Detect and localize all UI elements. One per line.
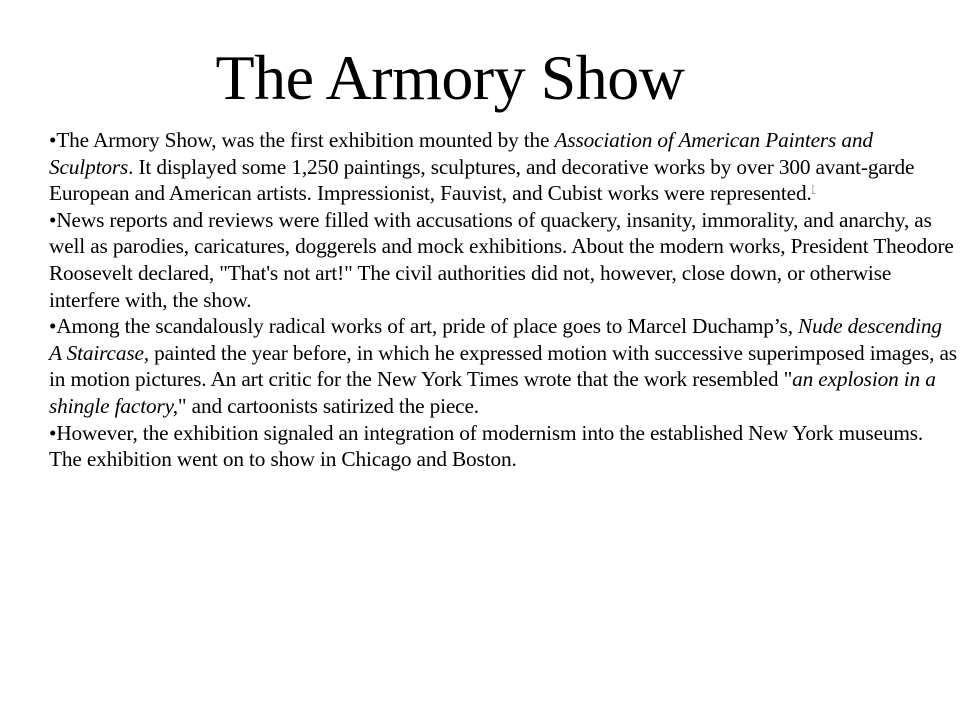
bullet-text: " and cartoonists satirized the piece.: [177, 393, 479, 418]
bullet-text: The Armory Show, was the first exhibition mounted by the: [56, 128, 555, 152]
bullet-news-reports: [49, 207, 957, 313]
bullet-modernism: [49, 420, 957, 473]
slide-title: The Armory Show: [215, 42, 685, 113]
association-name: Association of American Painters and Sculptors: [49, 128, 873, 179]
bullet-text: News reports and reviews were filled with accusations of quackery, insanity, immorality, and anarchy, as well as parodies, caricatures, doggerels and mock exhibitions. About the modern works, President Theodore Roosevelt declared, "That's not art!" The civil authorities did not, however, close down, or otherwise interfere with, the show.: [49, 207, 954, 312]
bullet-marker: •: [49, 314, 57, 339]
bullet-armory-intro: [49, 127, 957, 207]
bullet-marker: •: [49, 207, 57, 232]
bullet-marker: •: [49, 420, 57, 445]
bullet-marker: •: [49, 128, 57, 152]
artwork-title: , Nude descending A Staircase,: [49, 314, 942, 365]
bullet-text: Among the scandalously radical works of art, pride of place goes to Marcel Duchamp’s: [56, 314, 788, 339]
footnote-link[interactable]: [: [811, 183, 816, 196]
bullet-duchamp: [49, 313, 957, 419]
bullet-text: painted the year before, in which he expressed motion with successive superimposed images, as in motion pictures. An art critic for the New York Times wrote that the work resembled ": [49, 340, 957, 392]
bullet-text: . It displayed some 1,250 paintings, sculptures, and decorative works by over 300 avant-garde European and American artists. Impressionist, Fauvist, and Cubist works were represented.: [49, 154, 915, 206]
slide-body: [49, 127, 957, 473]
critic-quote: an explosion in a shingle factory,: [49, 367, 936, 418]
bullet-text: However, the exhibition signaled an integration of modernism into the established New York museums. The exhibition went on to show in Chicago and Boston.: [49, 420, 924, 472]
